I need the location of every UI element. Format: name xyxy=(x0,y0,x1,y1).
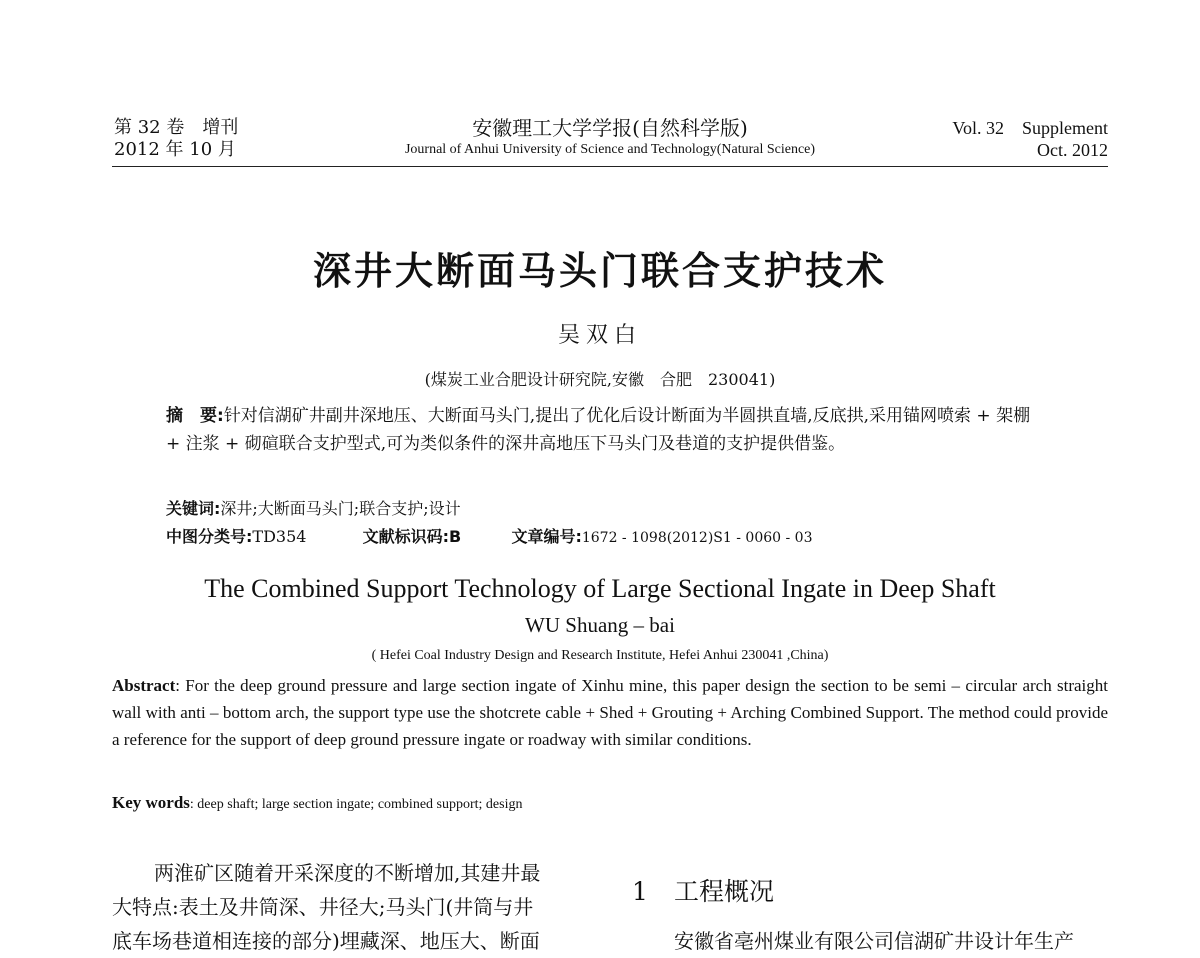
affiliation-en: ( Hefei Coal Industry Design and Research Institute, Hefei Anhui 230041 ,China) xyxy=(371,648,829,663)
affiliation-cn: (煤炭工业合肥设计研究院,安徽 合肥 230041) xyxy=(424,370,776,389)
paper-title-en: The Combined Support Technology of Large Sectional Ingate in Deep Shaft xyxy=(204,574,996,603)
section-1-number: 1 xyxy=(632,877,648,906)
body-left-line-1: 两淮矿区随着开采深度的不断增加,其建井最 xyxy=(154,861,541,885)
article-no-label: 文章编号: xyxy=(511,527,582,546)
article-no-value: 1672 - 1098(2012)S1 - 0060 - 03 xyxy=(581,530,813,546)
author-en: WU Shuang – bai xyxy=(525,613,675,637)
body-left-column xyxy=(112,856,592,958)
doc-code-label: 文献标识码: xyxy=(362,527,450,546)
keywords-cn-text: 深井;大断面马头门;联合支护;设计 xyxy=(220,499,461,518)
header-journal xyxy=(330,117,890,161)
abstract-en-text: : For the deep ground pressure and large section ingate of Xinhu mine, this paper design the section to be semi – circular arch straight wall with anti – bottom arch, the support type use the shotcrete cable + Shed + Grouting + Arching Combined Support. The method could provide a reference for the support of deep ground pressure ingate or roadway with similar conditions. xyxy=(112,676,1108,749)
header-issue-date: Oct. 2012 xyxy=(1037,140,1108,160)
abstract-cn-label: 摘 要: xyxy=(166,406,224,426)
journal-name-cn: 安徽理工大学学报(自然科学版) xyxy=(472,116,748,140)
keywords-en-text: : deep shaft; large section ingate; combined support; design xyxy=(189,797,523,812)
header-rule xyxy=(112,166,1108,167)
keywords-cn-label: 关键词: xyxy=(166,499,221,518)
header-issue-info xyxy=(952,117,1108,161)
body-right-column xyxy=(632,924,1112,958)
classification-line xyxy=(166,525,1046,550)
section-1-title: 工程概况 xyxy=(674,877,775,906)
clc-label: 中图分类号: xyxy=(166,527,253,546)
keywords-cn xyxy=(166,497,461,521)
keywords-en-label: Key words xyxy=(112,793,190,812)
section-1-heading xyxy=(632,872,774,908)
clc-value: TD354 xyxy=(252,527,307,546)
header-vol-supplement: Vol. 32 Supplement xyxy=(952,118,1108,138)
journal-name-en: Journal of Anhui University of Science and Technology(Natural Science) xyxy=(404,142,816,157)
header-volume: 第 32 卷 增刊 xyxy=(114,117,239,138)
doc-code-value: B xyxy=(449,527,462,546)
body-left-line-2: 大特点:表土及井筒深、井径大;马头门(井筒与井 xyxy=(112,895,534,919)
author-cn: 吴双白 xyxy=(557,323,642,348)
body-right-line-1: 安徽省亳州煤业有限公司信湖矿井设计年生产 xyxy=(674,929,1074,953)
abstract-cn xyxy=(166,402,1046,458)
body-left-line-3: 底车场巷道相连接的部分)埋藏深、地压大、断面 xyxy=(112,929,540,953)
header-date: 2012 年 10 月 xyxy=(114,139,236,160)
abstract-en xyxy=(112,672,1108,753)
keywords-en xyxy=(112,793,1108,813)
header-volume-info xyxy=(114,117,238,161)
paper-title-cn: 深井大断面马头门联合支护技术 xyxy=(312,248,887,293)
abstract-en-label: Abstract xyxy=(112,676,176,695)
abstract-cn-text: 针对信湖矿井副井深地压、大断面马头门,提出了优化后设计断面为半圆拱直墙,反底拱,采用锚网喷索 + 架棚 + 注浆 + 砌碹联合支护型式,可为类似条件的深井高地压下马头门及巷道的支护提供借鉴。 xyxy=(166,406,1031,454)
